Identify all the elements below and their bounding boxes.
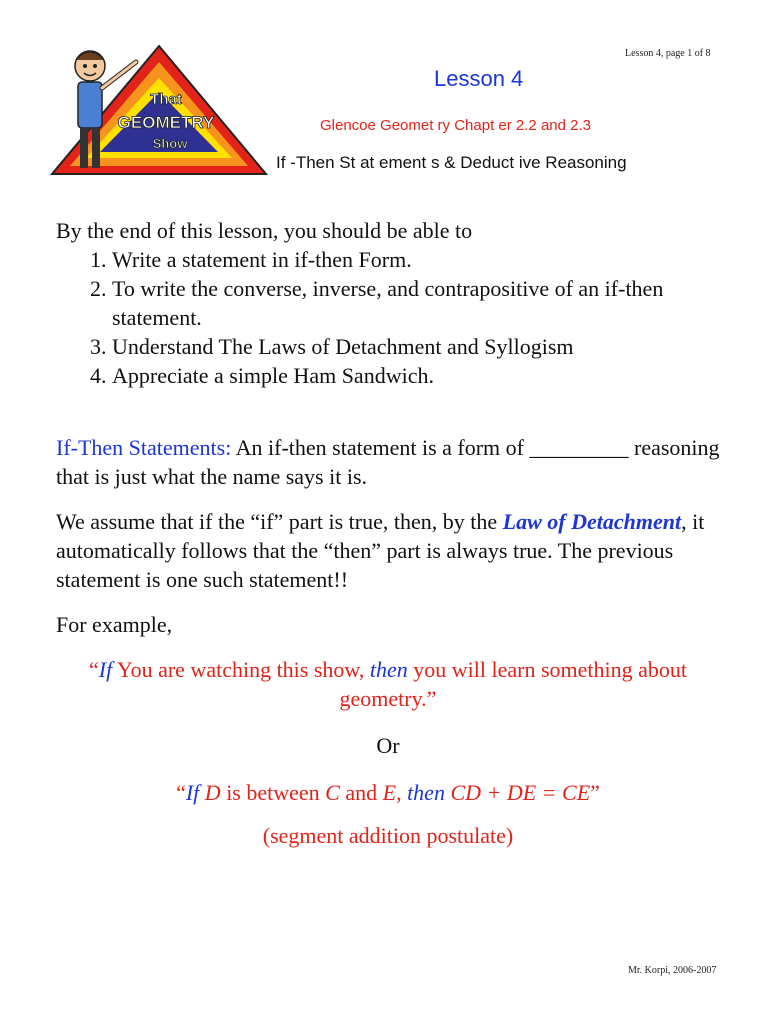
logo-text-show: Show: [152, 136, 188, 151]
example-two-comma: ,: [396, 780, 408, 805]
goal-item: 2. To write the converse, inverse, and contrapositive of an if-then statement.: [112, 274, 720, 332]
detachment-paragraph: [56, 507, 720, 594]
geometry-show-logo: [48, 40, 270, 178]
example-two-then: then: [407, 780, 445, 805]
example-two-and: and: [339, 780, 383, 805]
example-two-c: C: [325, 780, 340, 805]
example-two-if: If: [185, 780, 200, 805]
detachment-before: We assume that if the “if” part is true, then, by the: [56, 509, 503, 534]
example-two: [56, 778, 720, 807]
lesson-body: [56, 216, 720, 850]
goal-item: 1. Write a statement in if-then Form.: [112, 245, 720, 274]
intro-text: By the end of this lesson, you should be able to: [56, 218, 473, 243]
page-number: Lesson 4, page 1 of 8: [625, 48, 711, 59]
example-two-open-quote: “: [176, 780, 186, 805]
example-one: [56, 655, 720, 713]
logo-text-geometry: GEOMETRY: [117, 113, 215, 132]
goal-item: 4. Appreciate a simple Ham Sandwich.: [112, 361, 720, 390]
postulate-name: (segment addition postulate): [262, 823, 514, 848]
goals-list: [56, 245, 720, 390]
ifthen-text: An if-then statement is a form of _________ reasoning that is just what the name says it is.: [56, 435, 720, 489]
lesson-subtitle: If -Then St at ement s & Deduct ive Reasoning: [276, 153, 627, 172]
lesson-title: Lesson 4: [434, 66, 524, 91]
law-of-detachment: Law of Detachment: [502, 509, 682, 534]
example-one-part1: You are watching this show,: [112, 657, 370, 682]
ifthen-label: If-Then Statements:: [56, 435, 232, 460]
chapter-reference: Glencoe Geomet ry Chapt er 2.2 and 2.3: [320, 117, 591, 134]
footer-author: Mr. Korpi, 2006-2007: [628, 965, 717, 976]
example-two-equation: CD + DE = CE: [450, 780, 591, 805]
detachment-after: , it automatically follows that the “then” part is always true. The previous statement is one such statement!!: [56, 509, 705, 592]
goal-item: 3. Understand The Laws of Detachment and Syllogism: [112, 332, 720, 361]
or-text: Or: [376, 733, 400, 758]
example-one-part2: you will learn something about geometry.”: [339, 657, 688, 711]
example-two-e: E: [382, 780, 397, 805]
example-two-is-between: is between: [220, 780, 326, 805]
example-two-d: D: [204, 780, 221, 805]
example-one-open-quote: “: [88, 657, 99, 682]
example-two-close-quote: ”: [590, 780, 600, 805]
example-one-if: If: [98, 657, 113, 682]
example-one-then: then: [369, 657, 408, 682]
logo-text-that: That: [150, 91, 182, 108]
ifthen-paragraph: [56, 433, 720, 491]
for-example-text: For example,: [56, 612, 173, 637]
